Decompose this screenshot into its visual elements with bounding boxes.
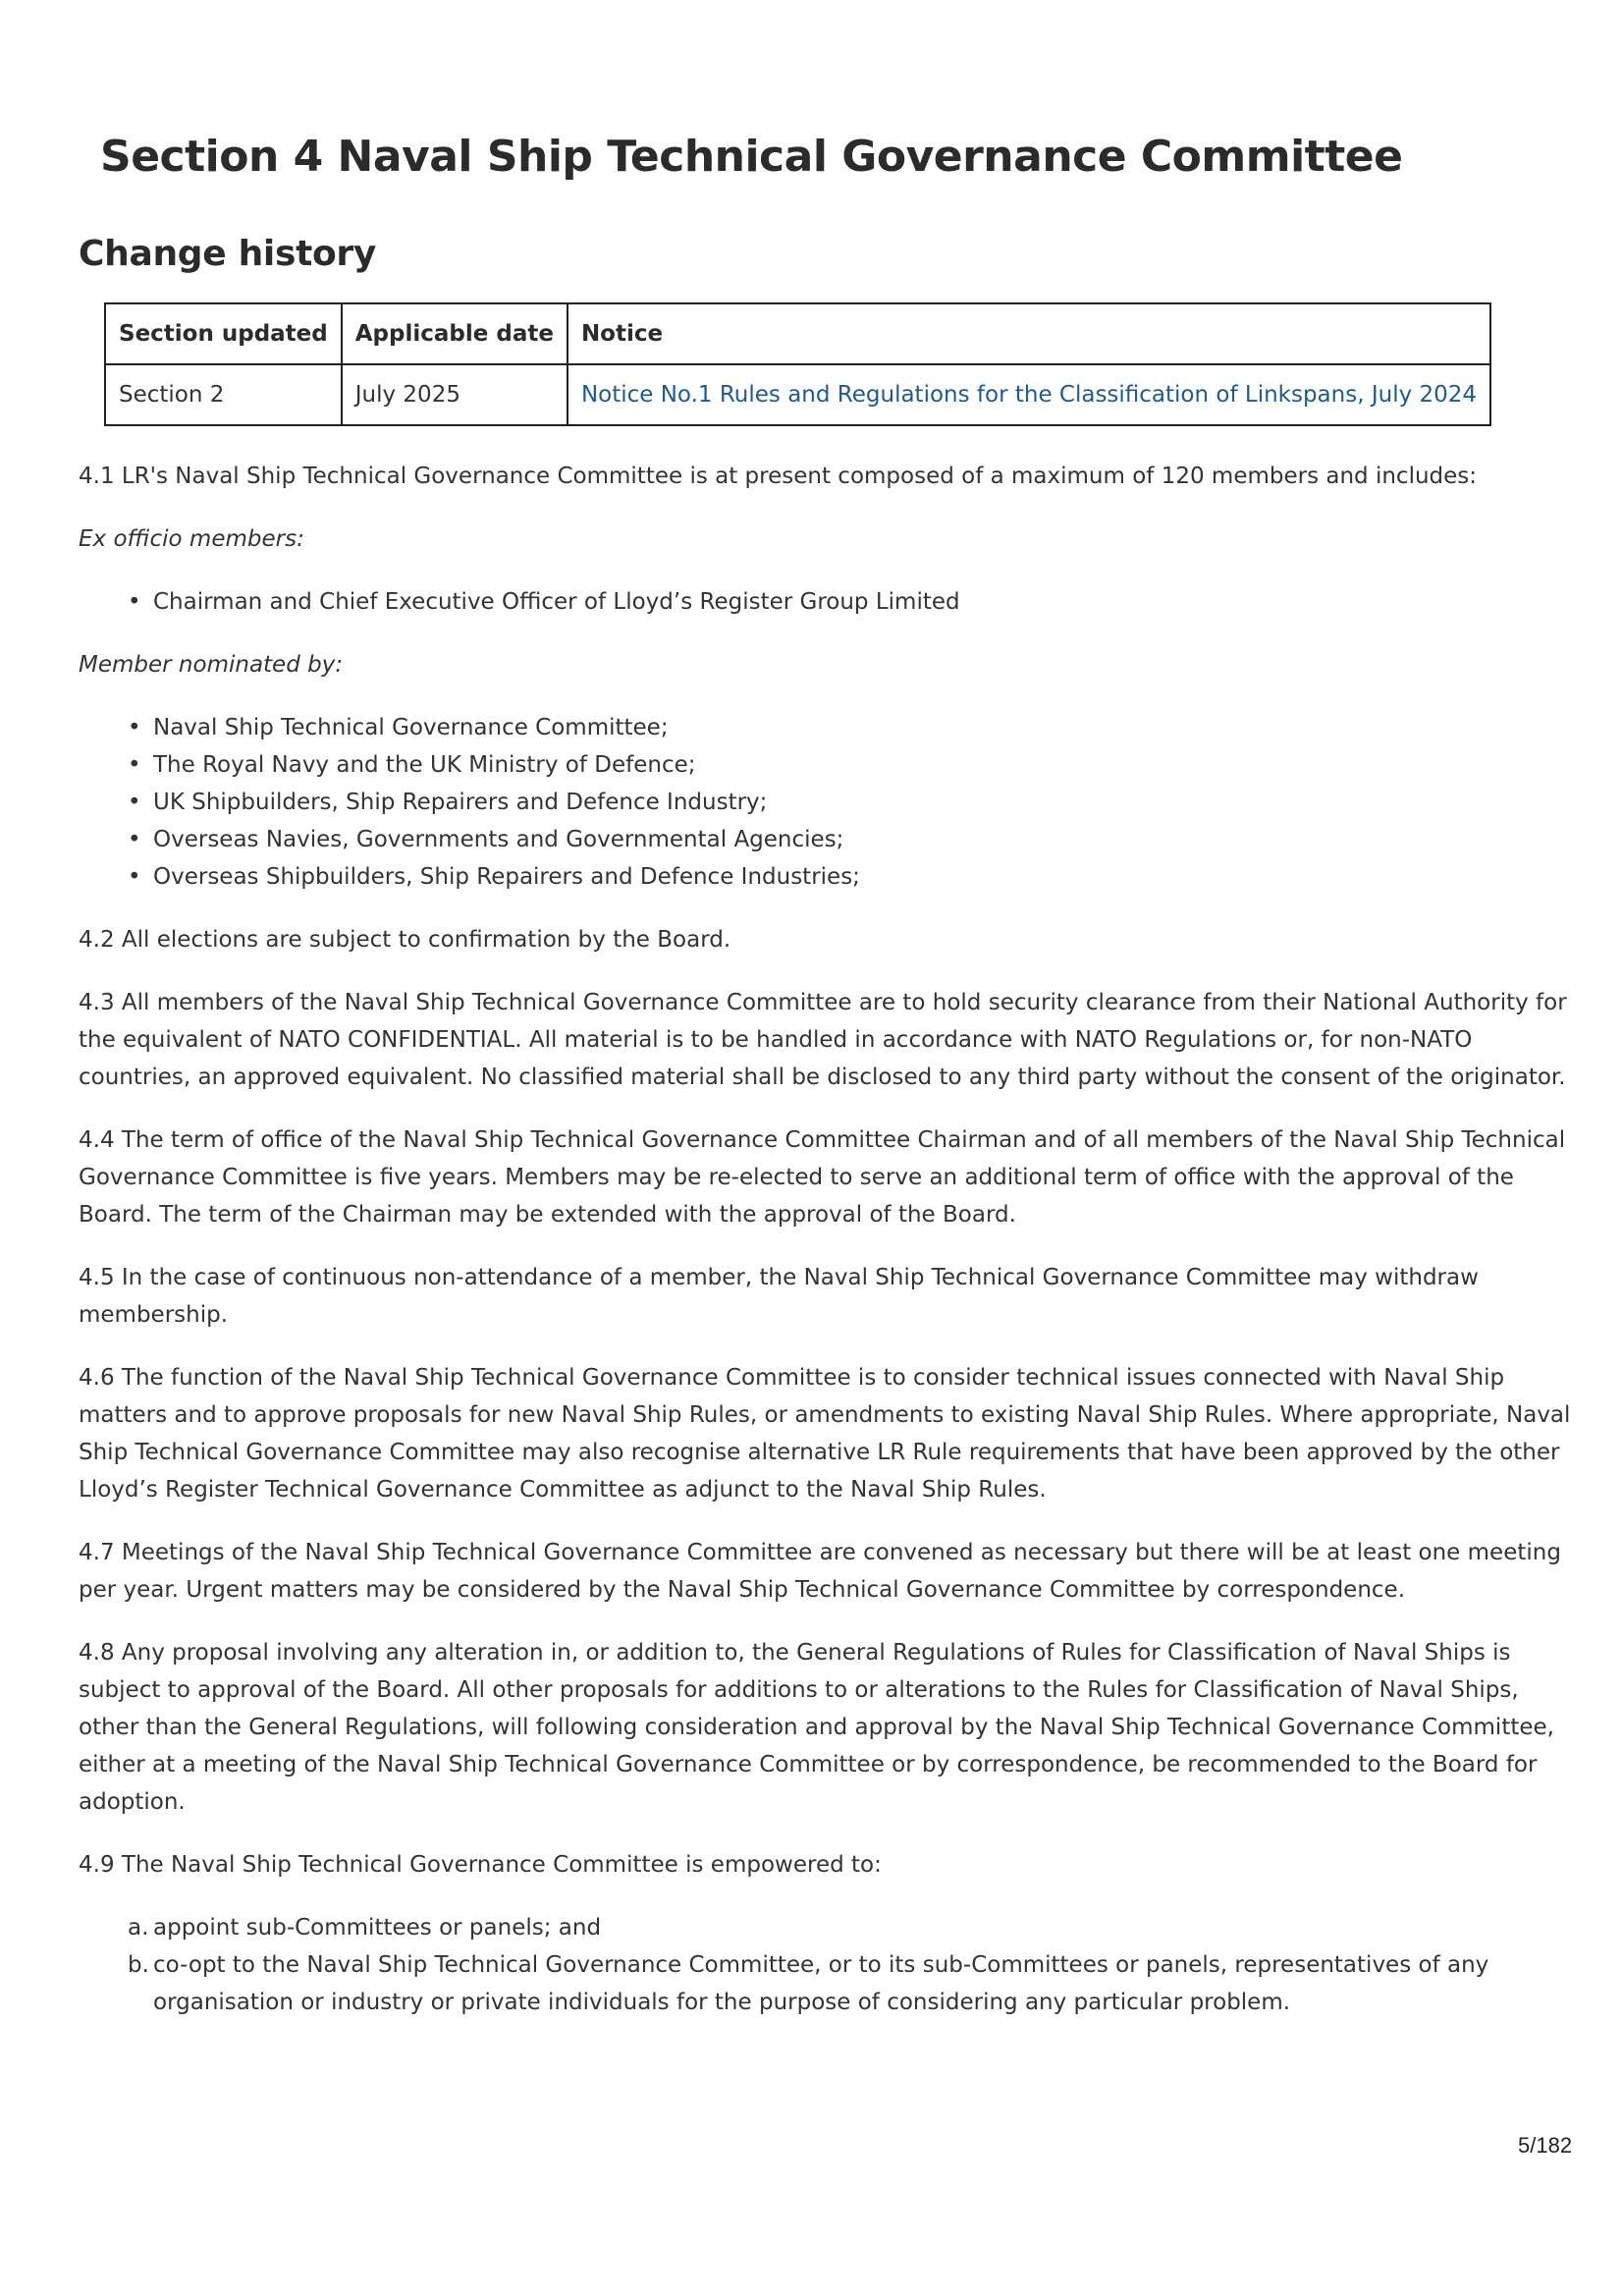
paragraph-4-9: 4.9 The Naval Ship Technical Governance Committee is empowered to: — [79, 1852, 882, 1878]
paragraph-4-5: 4.5 In the case of continuous non-attendance of a member, the Naval Ship Technical Governance Committee may withdraw membership. — [79, 1265, 1479, 1328]
ex-officio-label: Ex officio members: — [79, 526, 304, 552]
list-item-text: The Royal Navy and the UK Ministry of Defence; — [153, 752, 696, 778]
change-history-table — [104, 302, 1491, 426]
list-item — [79, 858, 1571, 896]
list-item — [79, 784, 1571, 821]
ex-officio-list — [79, 583, 1571, 621]
cell-section-updated: Section 2 — [105, 364, 342, 425]
list-item — [79, 709, 1571, 746]
bullet-icon: • — [128, 827, 141, 852]
list-marker: b. — [128, 1952, 149, 1978]
list-item-text: Naval Ship Technical Governance Committee; — [153, 715, 669, 740]
list-item-text: Chairman and Chief Executive Officer of Lloyd’s Register Group Limited — [153, 589, 960, 615]
column-header-notice: Notice — [568, 303, 1490, 364]
nominated-label: Member nominated by: — [79, 652, 344, 678]
paragraph-4-4: 4.4 The term of office of the Naval Ship Technical Governance Committee Chairman and of all members of the Naval Ship Technical Governance Committee is five years. Members may be re-elected to serve an additional term of office with the approval of the Board. The term of the Chairman may be extended with the approval of the Board. — [79, 1127, 1566, 1228]
bullet-icon: • — [128, 589, 141, 615]
list-item — [79, 821, 1571, 858]
section-title: Section 4 Naval Ship Technical Governance Committee — [100, 132, 1403, 182]
column-header-section-updated: Section updated — [105, 303, 342, 364]
paragraph-4-8: 4.8 Any proposal involving any alteration in, or addition to, the General Regulations of Rules for Classification of Naval Ships is subject to approval of the Board. All other proposals for additions to or alterations to the Rules for Classification of Naval Ships, other than the General Regulations, will following consideration and approval by the Naval Ship Technical Governance Committee, either at a meeting of the Naval Ship Technical Governance Committee or by correspondence, be recommended to the Board for adoption. — [79, 1640, 1554, 1815]
change-history-heading: Change history — [79, 234, 377, 274]
list-item — [79, 1946, 1571, 2021]
paragraph-4-6: 4.6 The function of the Naval Ship Technical Governance Committee is to consider technical issues connected with Naval Ship matters and to approve proposals for new Naval Ship Rules, or amendments to existing Naval Ship Rules. Where appropriate, Naval Ship Technical Governance Committee may also recognise alternative LR Rule requirements that have been approved by the other Lloyd’s Register Technical Governance Committee as adjunct to the Naval Ship Rules. — [79, 1365, 1571, 1503]
list-item — [79, 583, 1571, 621]
list-marker: a. — [128, 1915, 149, 1941]
list-item-text: Overseas Navies, Governments and Governmental Agencies; — [153, 827, 844, 852]
bullet-icon: • — [128, 790, 141, 815]
paragraph-4-2: 4.2 All elections are subject to confirmation by the Board. — [79, 927, 731, 953]
section-body — [79, 458, 1571, 2021]
nominated-list — [79, 709, 1571, 896]
list-item-text: appoint sub-Committees or panels; and — [153, 1915, 602, 1941]
paragraph-4-7: 4.7 Meetings of the Naval Ship Technical Governance Committee are convened as necessary but there will be at least one meeting per year. Urgent matters may be considered by the Naval Ship Technical Governance Committee by correspondence. — [79, 1540, 1561, 1603]
notice-link[interactable]: Notice No.1 Rules and Regulations for the Classification of Linkspans, July 2024 — [568, 364, 1490, 425]
list-item-text: UK Shipbuilders, Ship Repairers and Defence Industry; — [153, 790, 768, 815]
list-item-text: co-opt to the Naval Ship Technical Governance Committee, or to its sub-Committees or panels, representatives of any organisation or industry or private individuals for the purpose of considering any particular problem. — [153, 1952, 1489, 2015]
bullet-icon: • — [128, 864, 141, 890]
bullet-icon: • — [128, 715, 141, 740]
cell-applicable-date: July 2025 — [342, 364, 568, 425]
list-item-text: Overseas Shipbuilders, Ship Repairers and Defence Industries; — [153, 864, 860, 890]
paragraph-4-1: 4.1 LR's Naval Ship Technical Governance Committee is at present composed of a maximum of 120 members and includes: — [79, 464, 1478, 489]
list-item — [79, 746, 1571, 784]
list-item — [79, 1909, 1571, 1946]
bullet-icon: • — [128, 752, 141, 778]
column-header-applicable-date: Applicable date — [342, 303, 568, 364]
page-number: 5/182 — [1518, 2133, 1573, 2158]
document-page — [79, 128, 1571, 2021]
powers-list — [79, 1909, 1571, 2021]
table-row — [105, 364, 1490, 425]
paragraph-4-3: 4.3 All members of the Naval Ship Technical Governance Committee are to hold security clearance from their National Authority for the equivalent of NATO CONFIDENTIAL. All material is to be handled in accordance with NATO Regulations or, for non-NATO countries, an approved equivalent. No classified material shall be disclosed to any third party without the consent of the originator. — [79, 990, 1567, 1090]
table-header-row — [105, 303, 1490, 364]
